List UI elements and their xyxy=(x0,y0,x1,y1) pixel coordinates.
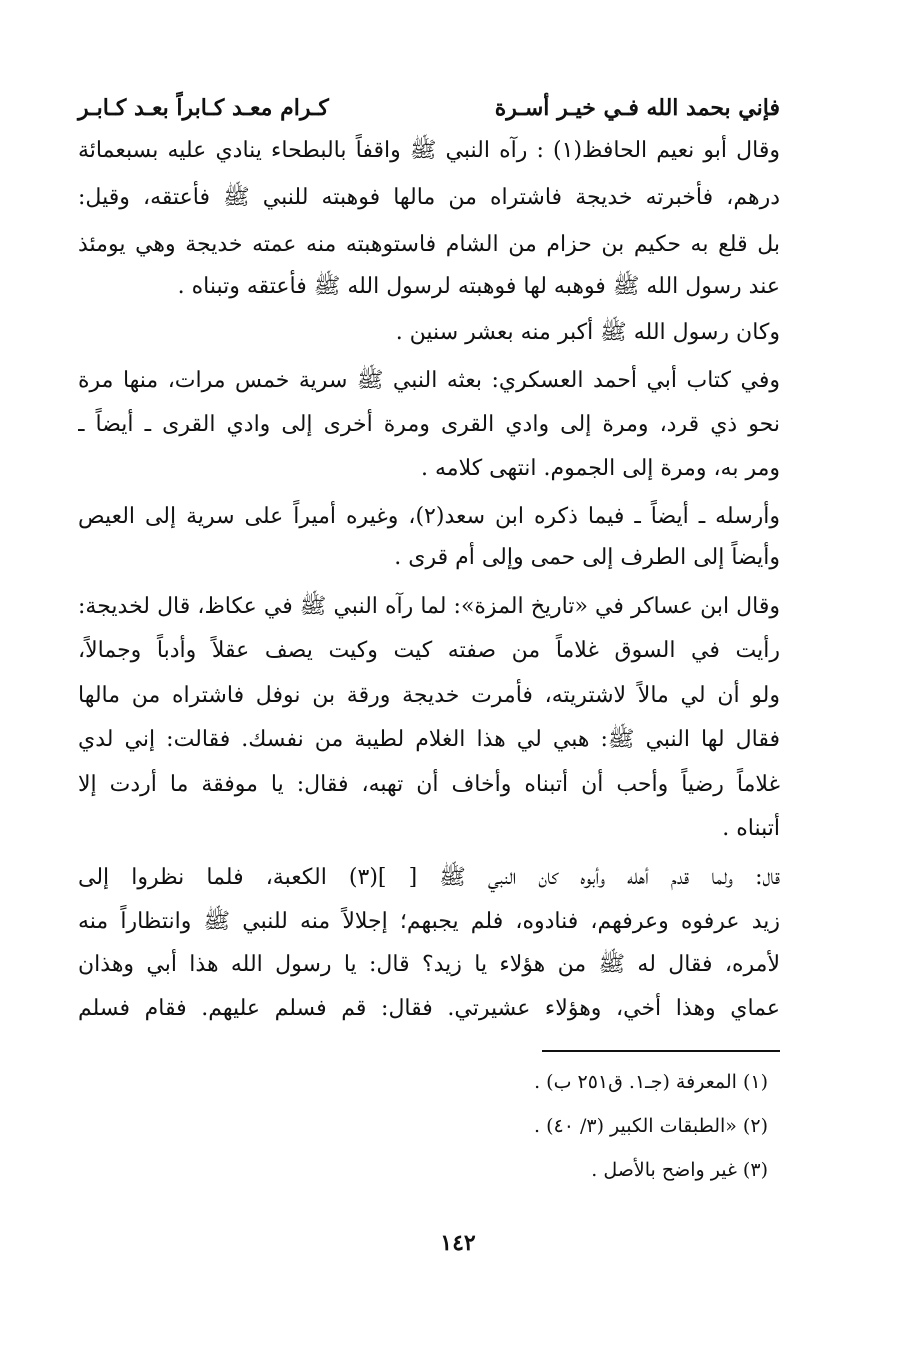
poem-second-hemistich: كـرام معـد كـابراً بعـد كـابـر xyxy=(78,95,329,121)
footnote-3: (٣) غير واضح بالأصل . xyxy=(591,1159,768,1181)
poem-verse xyxy=(78,88,780,128)
text-line-15: غلاماً رضياً وأحب أن أتبناه وأخاف أن تهبه، فقال: يا موفقة ما أردت إلا xyxy=(78,772,780,797)
text-line-14: فقال لها النبي ﷺ: هبي لي هذا الغلام لطيبة من نفسك. فقالت: إني لدي xyxy=(78,727,780,752)
footnote-1: (١) المعرفة (جـ١. ق٢٥١ ب) . xyxy=(534,1071,768,1093)
text-line-20: عماي وهذا أخي، وهؤلاء عشيرتي. فقال: قم فسلم عليهم. فقام فسلم xyxy=(78,996,780,1021)
poem-first-hemistich: فإني بحمد الله فـي خيـر أسـرة xyxy=(494,95,780,121)
text-line-5: وكان رسول الله ﷺ أكبر منه بعشر سنين . xyxy=(395,320,780,345)
text-line-12: رأيت في السوق غلاماً من صفته كيت وكيت يصف عقلاً وأدباً وجمالاً، xyxy=(78,638,780,663)
text-line-11: وقال ابن عساكر في «تاريخ المزة»: لما رآه النبي ﷺ في عكاظ، قال لخديجة: xyxy=(78,594,780,619)
text-line-18: زيد عرفوه وعرفهم، فنادوه، فلم يجبهم؛ إجلالاً منه للنبي ﷺ وانتظاراً منه xyxy=(78,909,780,934)
text-line-7: نحو ذي قرد، ومرة إلى وادي القرى ومرة أخرى إلى وادي القرى ـ أيضاً ـ xyxy=(78,412,780,437)
text-line-9: وأرسله ـ أيضاً ـ فيما ذكره ابن سعد(٢)، وغيره أميراً على سرية إلى العيص xyxy=(78,504,780,529)
text-line-17: قال: ولما قدم أهله وأبوه كان النبي ﷺ [ ](٣) الكعبة، فلما نظروا إلى xyxy=(78,865,780,890)
footnote-separator xyxy=(542,1050,780,1052)
text-line-8: ومر به، ومرة إلى الجموم. انتهى كلامه . xyxy=(421,456,780,481)
footnote-2: (٢) «الطبقات الكبير (٣/ ٤٠) . xyxy=(534,1115,768,1137)
text-line-3: بل قلع به حكيم بن حزام من الشام فاستوهبته منه عمته خديجة وهي يومئذ xyxy=(78,232,780,257)
text-line-2: درهم، فأخبرته خديجة فاشتراه من مالها فوهبته للنبي ﷺ فأعتقه، وقيل: xyxy=(78,185,780,210)
text-line-10: وأيضاً إلى الطرف إلى حمى وإلى أم قرى . xyxy=(394,545,780,570)
text-line-1: وقال أبو نعيم الحافظ(١) : رآه النبي ﷺ واقفاً بالبطحاء ينادي عليه بسبعمائة xyxy=(78,138,780,163)
text-line-6: وفي كتاب أبي أحمد العسكري: بعثه النبي ﷺ سرية خمس مرات، منها مرة xyxy=(78,368,780,393)
text-line-4: عند رسول الله ﷺ فوهبه لها فوهبته لرسول الله ﷺ فأعتقه وتبناه . xyxy=(177,274,780,299)
page-number: ١٤٢ xyxy=(440,1230,476,1256)
text-line-16: أتبناه . xyxy=(722,816,780,841)
text-line-13: ولو أن لي مالاً لاشتريته، فأمرت خديجة ورقة بن نوفل فاشتراه من مالها xyxy=(78,683,780,708)
text-line-19: لأمره، فقال له ﷺ من هؤلاء يا زيد؟ قال: يا رسول الله هذا أبي وهذان xyxy=(78,952,780,977)
